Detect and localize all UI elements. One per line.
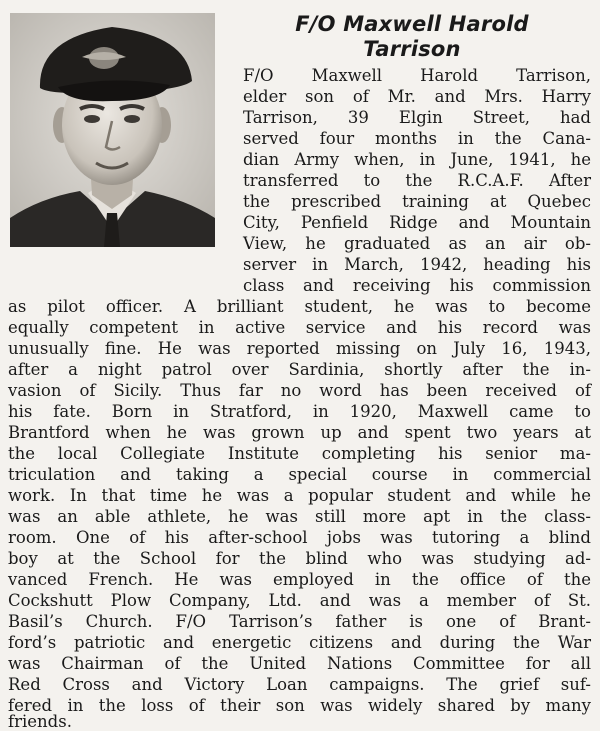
body-line-last: friends. — [8, 712, 72, 731]
body-line: Brantford when he was grown up and spent two years at — [8, 423, 591, 442]
body-line: class and receiving his commission — [243, 276, 591, 295]
body-line: server in March, 1942, heading his — [243, 255, 591, 274]
body-line: Red Cross and Victory Loan campaigns. The grief suf- — [8, 675, 591, 694]
body-line: boy at the School for the blind who was studying ad- — [8, 549, 591, 568]
body-line: work. In that time he was a popular student and while he — [8, 486, 591, 505]
body-line: his fate. Born in Stratford, in 1920, Maxwell came to — [8, 402, 591, 421]
body-line: fered in the loss of their son was widely shared by many — [8, 696, 591, 715]
body-line: was Chairman of the United Nations Committee for all — [8, 654, 591, 673]
body-line: vanced French. He was employed in the office of the — [8, 570, 591, 589]
article-title — [232, 12, 592, 62]
title-line-2: Tarrison — [363, 37, 461, 61]
portrait-photo — [10, 13, 215, 247]
body-line: View, he graduated as an air ob- — [243, 234, 591, 253]
body-line: equally competent in active service and his record was — [8, 318, 591, 337]
body-line: unusually fine. He was reported missing on July 16, 1943, — [8, 339, 591, 358]
body-line: room. One of his after-school jobs was tutoring a blind — [8, 528, 591, 547]
body-line: F/O Maxwell Harold Tarrison, — [243, 66, 591, 85]
body-line: as pilot officer. A brilliant student, he was to become — [8, 297, 591, 316]
body-line: Basil’s Church. F/O Tarrison’s father is one of Brant- — [8, 612, 591, 631]
title-line-1: F/O Maxwell Harold — [295, 12, 529, 36]
body-line: the prescribed training at Quebec — [243, 192, 591, 211]
body-line: ford’s patriotic and energetic citizens and during the War — [8, 633, 591, 652]
body-line: Cockshutt Plow Company, Ltd. and was a member of St. — [8, 591, 591, 610]
body-line: Tarrison, 39 Elgin Street, had — [243, 108, 591, 127]
body-line: after a night patrol over Sardinia, shortly after the in- — [8, 360, 591, 379]
body-line: triculation and taking a special course in commercial — [8, 465, 591, 484]
body-line: City, Penfield Ridge and Mountain — [243, 213, 591, 232]
body-line: served four months in the Cana- — [243, 129, 591, 148]
body-line: dian Army when, in June, 1941, he — [243, 150, 591, 169]
body-line: vasion of Sicily. Thus far no word has been received of — [8, 381, 591, 400]
body-line: was an able athlete, he was still more apt in the class- — [8, 507, 591, 526]
body-line: elder son of Mr. and Mrs. Harry — [243, 87, 591, 106]
body-line: transferred to the R.C.A.F. After — [243, 171, 591, 190]
body-line: the local Collegiate Institute completing his senior ma- — [8, 444, 591, 463]
